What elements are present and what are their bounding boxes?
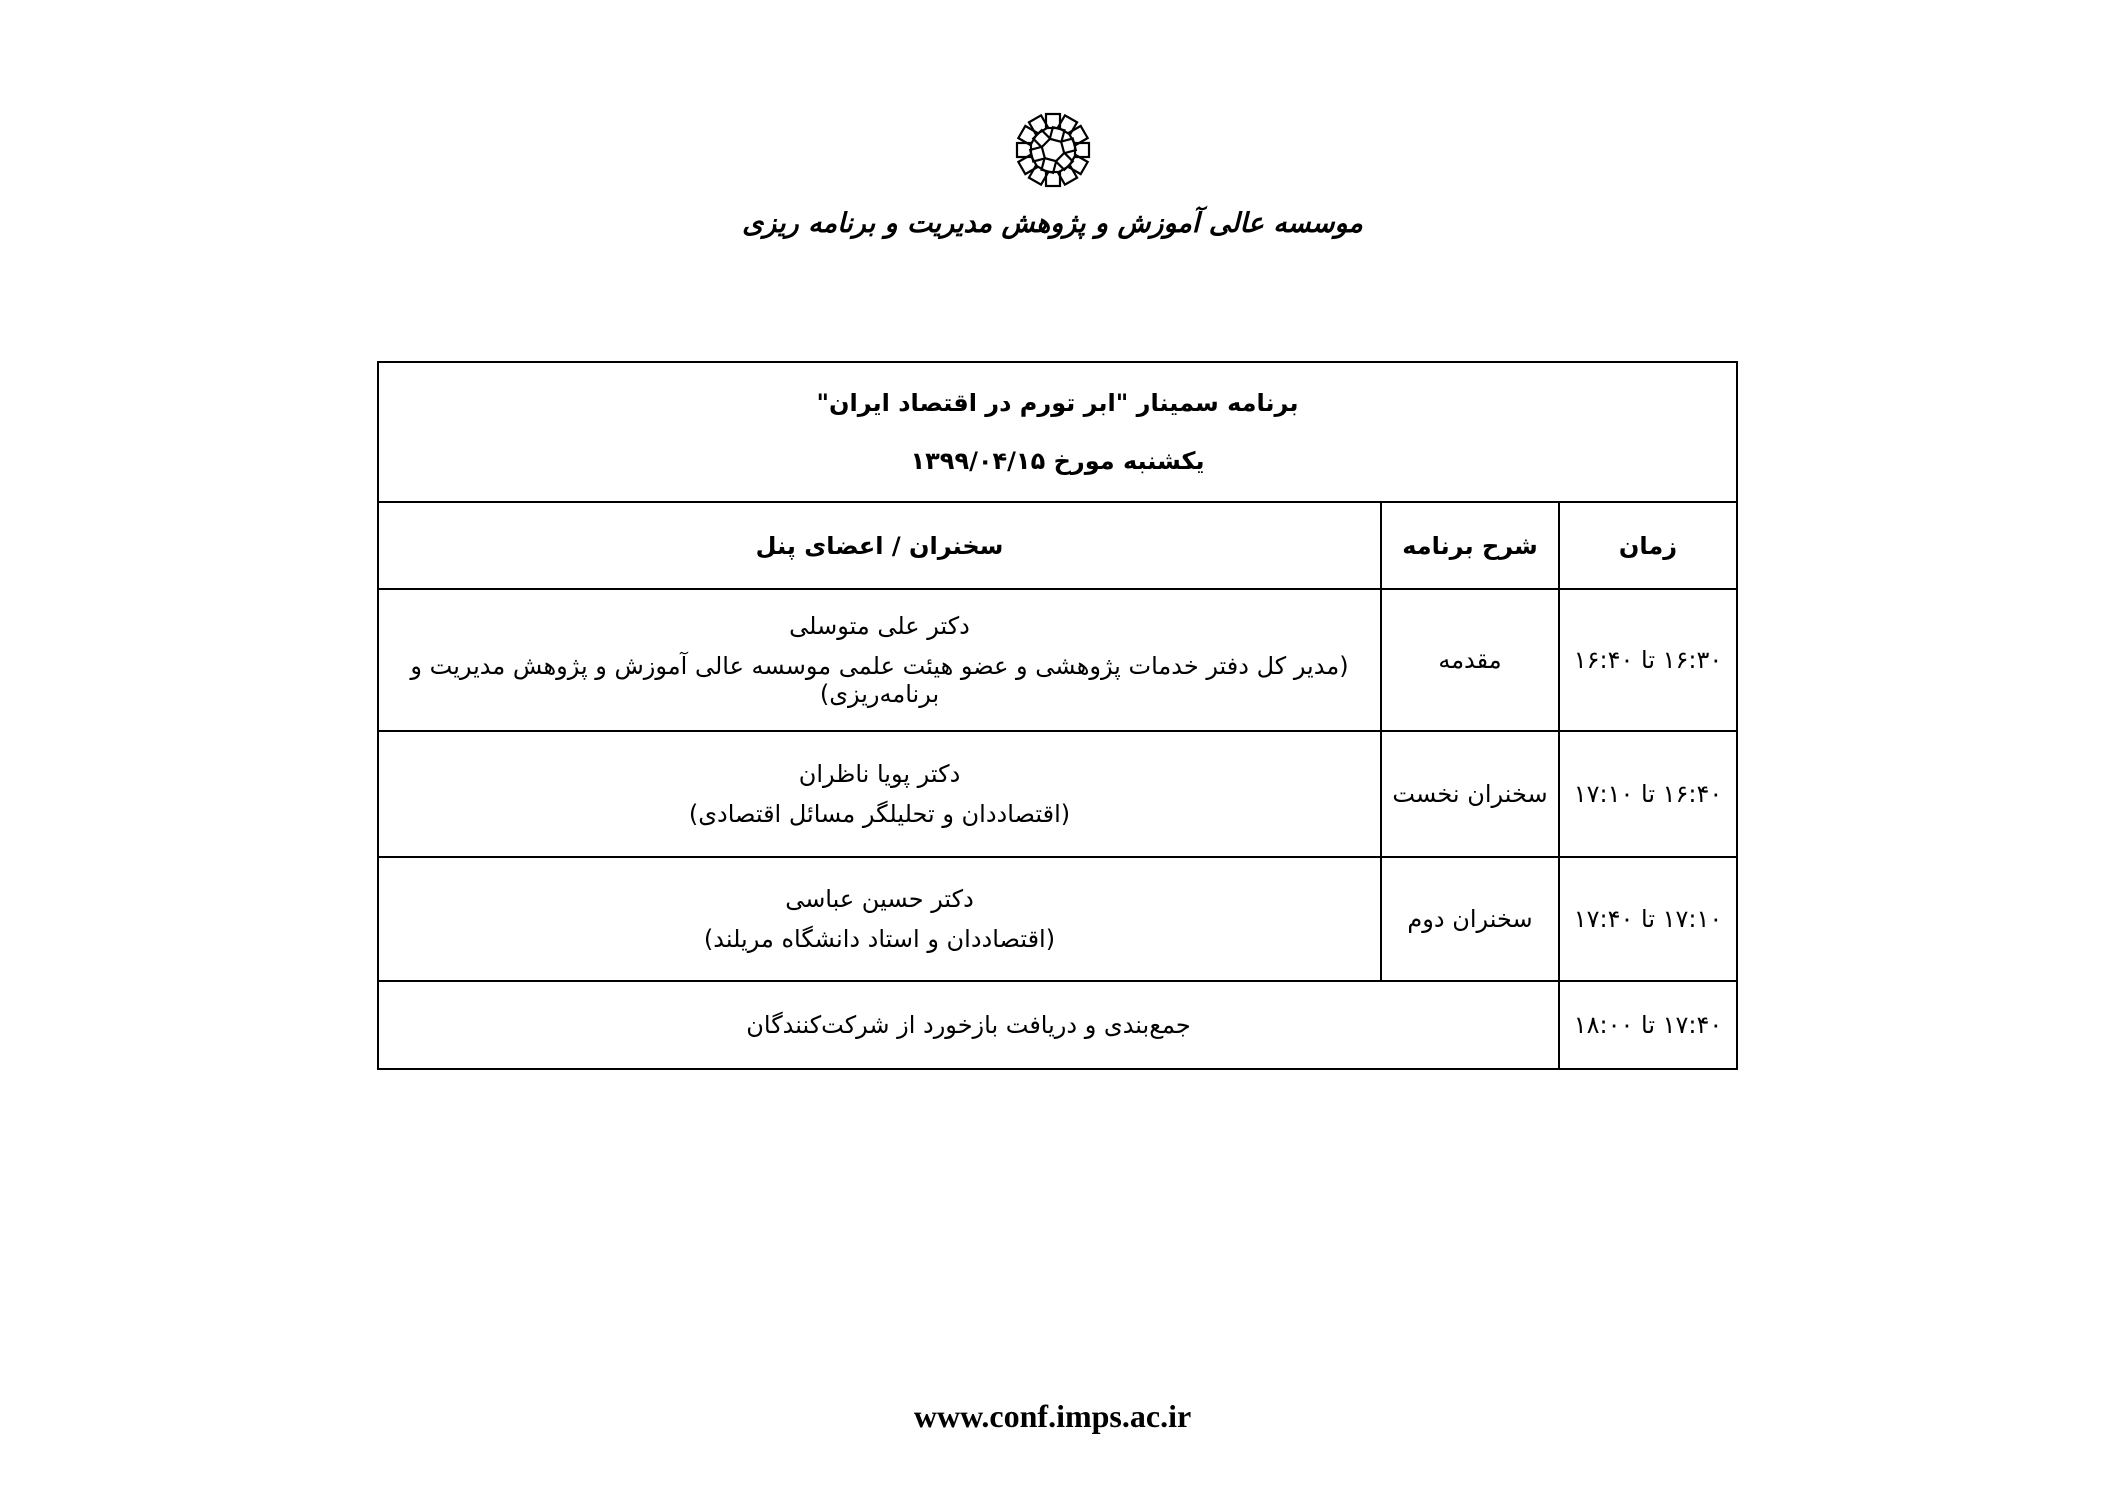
organization-name: موسسه عالی آموزش و پژوهش مدیریت و برنامه ریزی <box>742 208 1363 239</box>
time-value: ۱۶:۴۰ تا ۱۷:۱۰ <box>1573 780 1723 808</box>
time-cell <box>1559 857 1737 981</box>
column-header-description: شرح برنامه <box>1381 502 1559 589</box>
closing-text: جمع‌بندی و دریافت بازخورد از شرکت‌کنندگان <box>378 981 1559 1069</box>
time-cell <box>1559 981 1737 1069</box>
title-row <box>378 362 1737 502</box>
title-cell <box>378 362 1737 502</box>
description-cell: مقدمه <box>1381 589 1559 731</box>
closing-row <box>378 981 1737 1069</box>
institute-emblem-icon <box>1013 110 1093 190</box>
header-row <box>378 502 1737 589</box>
seminar-title: برنامه سمینار "ابر تورم در اقتصاد ایران" <box>816 389 1299 417</box>
time-cell <box>1559 589 1737 731</box>
speaker-cell <box>378 731 1381 857</box>
table-row <box>378 731 1737 857</box>
column-header-speakers: سخنران / اعضای پنل <box>378 502 1381 589</box>
speaker-name: دکتر حسین عباسی <box>785 885 974 913</box>
seminar-date: یکشنبه مورخ ۱۳۹۹/۰۴/۱۵ <box>910 447 1205 475</box>
speaker-name: دکتر علی متوسلی <box>789 612 970 640</box>
time-value: ۱۷:۴۰ تا ۱۸:۰۰ <box>1573 1011 1723 1039</box>
speaker-role: (اقتصاددان و استاد دانشگاه مریلند) <box>703 925 1056 953</box>
column-header-time: زمان <box>1559 502 1737 589</box>
speaker-role: (مدیر کل دفتر خدمات پژوهشی و عضو هیئت علمی موسسه عالی آموزش و پژوهش مدیریت و برنامه‌ریزی) <box>410 652 1349 708</box>
description-cell: سخنران دوم <box>1381 857 1559 981</box>
description-cell: سخنران نخست <box>1381 731 1559 857</box>
table-row <box>378 589 1737 731</box>
footer-url: www.conf.imps.ac.ir <box>913 1398 1192 1434</box>
table-row <box>378 857 1737 981</box>
time-cell <box>1559 731 1737 857</box>
time-value: ۱۷:۱۰ تا ۱۷:۴۰ <box>1573 905 1723 933</box>
logo <box>0 110 2105 190</box>
speaker-role: (اقتصاددان و تحلیلگر مسائل اقتصادی) <box>688 800 1071 828</box>
speaker-cell <box>378 857 1381 981</box>
speaker-cell <box>378 589 1381 731</box>
seminar-schedule-table <box>377 361 1738 1070</box>
speaker-name: دکتر پویا ناظران <box>798 760 961 788</box>
time-value: ۱۶:۳۰ تا ۱۶:۴۰ <box>1573 646 1723 674</box>
